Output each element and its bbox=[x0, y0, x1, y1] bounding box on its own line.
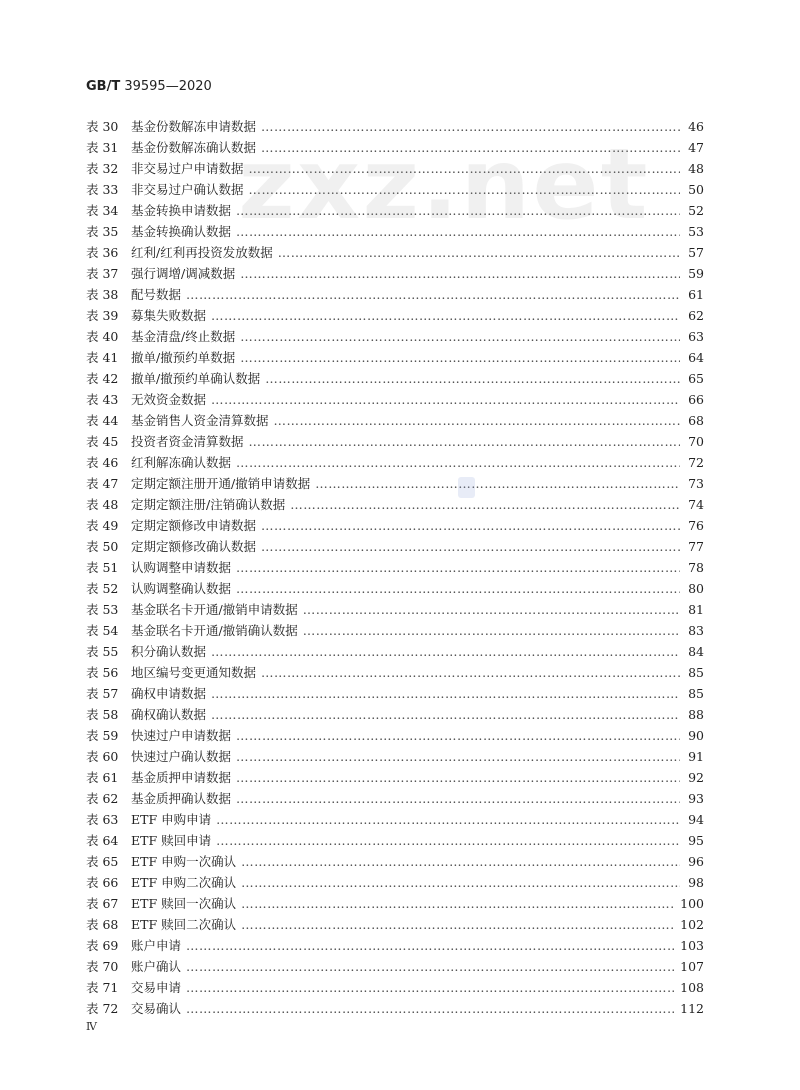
toc-page-number: 65 bbox=[688, 371, 704, 386]
toc-entry[interactable] bbox=[86, 872, 704, 893]
toc-table-number: 表 33 bbox=[86, 182, 119, 197]
toc-page-number: 70 bbox=[688, 434, 704, 449]
page-number: Ⅳ bbox=[86, 1020, 97, 1033]
toc-table-number: 表 64 bbox=[86, 833, 119, 848]
toc-table-title: ETF 赎回一次确认 bbox=[131, 896, 237, 911]
toc-leader-dots bbox=[249, 431, 680, 452]
toc-page-number: 80 bbox=[688, 581, 704, 596]
toc-page-number: 98 bbox=[688, 875, 704, 890]
toc-entry[interactable] bbox=[86, 851, 704, 872]
toc-page-number: 57 bbox=[688, 245, 704, 260]
toc-page-number: 47 bbox=[688, 140, 704, 155]
toc-table-number: 表 51 bbox=[86, 560, 119, 575]
toc-table-title: 投资者资金清算数据 bbox=[131, 434, 244, 449]
toc-page-number: 91 bbox=[688, 749, 704, 764]
toc-table-title: 撤单/撤预约单数据 bbox=[131, 350, 236, 365]
toc-entry[interactable] bbox=[86, 200, 704, 221]
toc-page-number: 88 bbox=[688, 707, 704, 722]
toc-leader-dots bbox=[236, 767, 680, 788]
toc-leader-dots bbox=[211, 389, 680, 410]
center-mark-icon bbox=[458, 477, 475, 498]
toc-table-number: 表 49 bbox=[86, 518, 119, 533]
toc-table-title: 撤单/撤预约单确认数据 bbox=[131, 371, 261, 386]
toc-leader-dots bbox=[303, 599, 680, 620]
toc-entry[interactable] bbox=[86, 242, 704, 263]
toc-table-number: 表 62 bbox=[86, 791, 119, 806]
toc-entry[interactable] bbox=[86, 599, 704, 620]
standard-number: 39595—2020 bbox=[124, 79, 212, 94]
toc-leader-dots bbox=[241, 914, 674, 935]
toc-table-number: 表 39 bbox=[86, 308, 119, 323]
toc-table-title: 基金转换确认数据 bbox=[131, 224, 232, 239]
toc-page-number: 81 bbox=[688, 602, 704, 617]
toc-table-title: 无效资金数据 bbox=[131, 392, 207, 407]
toc-leader-dots bbox=[261, 536, 680, 557]
toc-entry[interactable] bbox=[86, 536, 704, 557]
toc-entry[interactable] bbox=[86, 620, 704, 641]
toc-entry[interactable] bbox=[86, 410, 704, 431]
toc-entry[interactable] bbox=[86, 137, 704, 158]
toc-leader-dots bbox=[236, 557, 680, 578]
toc-table-title: 快速过户确认数据 bbox=[131, 749, 232, 764]
toc-leader-dots bbox=[290, 494, 680, 515]
toc-leader-dots bbox=[241, 872, 680, 893]
toc-entry[interactable] bbox=[86, 998, 704, 1019]
toc-page-number: 93 bbox=[688, 791, 704, 806]
toc-table-title: 地区编号变更通知数据 bbox=[131, 665, 257, 680]
toc-table-title: 红利解冻确认数据 bbox=[131, 455, 232, 470]
toc-table-number: 表 37 bbox=[86, 266, 119, 281]
toc-table-title: 定期定额注册/注销确认数据 bbox=[131, 497, 286, 512]
toc-table-title: 非交易过户申请数据 bbox=[131, 161, 244, 176]
toc-page-number: 74 bbox=[688, 497, 704, 512]
toc-table-title: 红利/红利再投资发放数据 bbox=[131, 245, 273, 260]
toc-entry[interactable] bbox=[86, 893, 704, 914]
toc-table-number: 表 60 bbox=[86, 749, 119, 764]
toc-table-number: 表 65 bbox=[86, 854, 119, 869]
toc-entry[interactable] bbox=[86, 914, 704, 935]
toc-leader-dots bbox=[274, 410, 680, 431]
toc-table-number: 表 55 bbox=[86, 644, 119, 659]
toc-table-number: 表 46 bbox=[86, 455, 119, 470]
toc-table-number: 表 61 bbox=[86, 770, 119, 785]
document-header bbox=[86, 79, 212, 94]
toc-page-number: 112 bbox=[680, 1001, 704, 1016]
toc-table-title: 定期定额修改申请数据 bbox=[131, 518, 257, 533]
toc-leader-dots bbox=[211, 641, 680, 662]
toc-table-number: 表 52 bbox=[86, 581, 119, 596]
toc-page-number: 95 bbox=[688, 833, 704, 848]
toc-table-number: 表 38 bbox=[86, 287, 119, 302]
toc-table-title: 账户申请 bbox=[131, 938, 182, 953]
toc-table-number: 表 34 bbox=[86, 203, 119, 218]
toc-table-title: 基金份数解冻申请数据 bbox=[131, 119, 257, 134]
toc-page-number: 92 bbox=[688, 770, 704, 785]
toc-entry[interactable] bbox=[86, 746, 704, 767]
toc-entry[interactable] bbox=[86, 305, 704, 326]
toc-table-title: 基金转换申请数据 bbox=[131, 203, 232, 218]
toc-page-number: 76 bbox=[688, 518, 704, 533]
toc-leader-dots bbox=[186, 977, 674, 998]
toc-leader-dots bbox=[211, 704, 680, 725]
toc-table-number: 表 31 bbox=[86, 140, 119, 155]
toc-leader-dots bbox=[261, 515, 680, 536]
toc-table-title: ETF 赎回二次确认 bbox=[131, 917, 237, 932]
toc-entry[interactable] bbox=[86, 368, 704, 389]
toc-table-title: 定期定额注册开通/撤销申请数据 bbox=[131, 476, 311, 491]
toc-table-number: 表 48 bbox=[86, 497, 119, 512]
toc-table-number: 表 70 bbox=[86, 959, 119, 974]
toc-page-number: 83 bbox=[688, 623, 704, 638]
toc-entry[interactable] bbox=[86, 704, 704, 725]
toc-page-number: 77 bbox=[688, 539, 704, 554]
toc-table-number: 表 30 bbox=[86, 119, 119, 134]
toc-page-number: 61 bbox=[688, 287, 704, 302]
toc-table-title: 基金质押申请数据 bbox=[131, 770, 232, 785]
toc-table-number: 表 35 bbox=[86, 224, 119, 239]
toc-leader-dots bbox=[211, 683, 680, 704]
toc-entry[interactable] bbox=[86, 725, 704, 746]
toc-page-number: 53 bbox=[688, 224, 704, 239]
toc-table-number: 表 71 bbox=[86, 980, 119, 995]
toc-page-number: 62 bbox=[688, 308, 704, 323]
toc-table-title: 快速过户申请数据 bbox=[131, 728, 232, 743]
toc-leader-dots bbox=[236, 452, 680, 473]
toc-leader-dots bbox=[241, 893, 674, 914]
standard-code: GB/T bbox=[86, 79, 121, 94]
toc-page-number: 78 bbox=[688, 560, 704, 575]
toc-page-number: 50 bbox=[688, 182, 704, 197]
toc-table-number: 表 50 bbox=[86, 539, 119, 554]
toc-leader-dots bbox=[241, 851, 680, 872]
toc-table-number: 表 44 bbox=[86, 413, 119, 428]
toc-entry[interactable] bbox=[86, 452, 704, 473]
toc-table-title: 基金销售人资金清算数据 bbox=[131, 413, 269, 428]
toc-page-number: 100 bbox=[680, 896, 704, 911]
toc-entry[interactable] bbox=[86, 494, 704, 515]
toc-entry[interactable] bbox=[86, 389, 704, 410]
toc-page-number: 107 bbox=[680, 959, 704, 974]
toc-entry[interactable] bbox=[86, 977, 704, 998]
toc-table-number: 表 36 bbox=[86, 245, 119, 260]
toc-table-title: ETF 申购申请 bbox=[131, 812, 212, 827]
toc-leader-dots bbox=[186, 284, 680, 305]
toc-leader-dots bbox=[240, 347, 680, 368]
toc-leader-dots bbox=[236, 578, 680, 599]
toc-leader-dots bbox=[303, 620, 680, 641]
toc-table-number: 表 58 bbox=[86, 707, 119, 722]
toc-page-number: 96 bbox=[688, 854, 704, 869]
toc-entry[interactable] bbox=[86, 935, 704, 956]
toc-page-number: 48 bbox=[688, 161, 704, 176]
toc-entry[interactable] bbox=[86, 221, 704, 242]
toc-table-number: 表 59 bbox=[86, 728, 119, 743]
toc-table-title: 基金清盘/终止数据 bbox=[131, 329, 236, 344]
toc-entry[interactable] bbox=[86, 284, 704, 305]
toc-table-number: 表 41 bbox=[86, 350, 119, 365]
toc-leader-dots bbox=[216, 809, 680, 830]
toc-leader-dots bbox=[236, 788, 680, 809]
toc-table-number: 表 68 bbox=[86, 917, 119, 932]
toc-page-number: 68 bbox=[688, 413, 704, 428]
toc-table-number: 表 72 bbox=[86, 1001, 119, 1016]
toc-table-number: 表 69 bbox=[86, 938, 119, 953]
toc-entry[interactable] bbox=[86, 683, 704, 704]
toc-table-number: 表 32 bbox=[86, 161, 119, 176]
toc-leader-dots bbox=[236, 221, 680, 242]
toc-leader-dots bbox=[278, 242, 680, 263]
toc-page-number: 66 bbox=[688, 392, 704, 407]
toc-entry[interactable] bbox=[86, 767, 704, 788]
toc-table-number: 表 57 bbox=[86, 686, 119, 701]
toc-entry[interactable] bbox=[86, 788, 704, 809]
toc-leader-dots bbox=[240, 326, 680, 347]
toc-table-title: 非交易过户确认数据 bbox=[131, 182, 244, 197]
toc-entry[interactable] bbox=[86, 641, 704, 662]
toc-page-number: 59 bbox=[688, 266, 704, 281]
toc-page-number: 73 bbox=[688, 476, 704, 491]
toc-table-title: 募集失败数据 bbox=[131, 308, 207, 323]
toc-entry[interactable] bbox=[86, 662, 704, 683]
toc-table-number: 表 40 bbox=[86, 329, 119, 344]
toc-table-title: 交易确认 bbox=[131, 1001, 182, 1016]
toc-leader-dots bbox=[236, 200, 680, 221]
toc-table-number: 表 67 bbox=[86, 896, 119, 911]
toc-entry[interactable] bbox=[86, 431, 704, 452]
toc-entry[interactable] bbox=[86, 956, 704, 977]
toc-table-number: 表 43 bbox=[86, 392, 119, 407]
toc-leader-dots bbox=[216, 830, 680, 851]
table-of-contents bbox=[86, 116, 704, 1019]
toc-entry[interactable] bbox=[86, 116, 704, 137]
toc-entry[interactable] bbox=[86, 809, 704, 830]
toc-entry[interactable] bbox=[86, 179, 704, 200]
toc-leader-dots bbox=[265, 368, 680, 389]
toc-page-number: 63 bbox=[688, 329, 704, 344]
toc-table-title: 积分确认数据 bbox=[131, 644, 207, 659]
toc-table-number: 表 63 bbox=[86, 812, 119, 827]
toc-leader-dots bbox=[236, 746, 680, 767]
toc-entry[interactable] bbox=[86, 326, 704, 347]
toc-page-number: 102 bbox=[680, 917, 704, 932]
toc-leader-dots bbox=[249, 158, 680, 179]
toc-leader-dots bbox=[236, 725, 680, 746]
toc-page-number: 85 bbox=[688, 686, 704, 701]
toc-entry[interactable] bbox=[86, 263, 704, 284]
toc-entry[interactable] bbox=[86, 830, 704, 851]
toc-page-number: 52 bbox=[688, 203, 704, 218]
toc-page-number: 90 bbox=[688, 728, 704, 743]
toc-entry[interactable] bbox=[86, 473, 704, 494]
toc-page-number: 108 bbox=[680, 980, 704, 995]
watermark: zxz.net bbox=[238, 128, 650, 242]
toc-leader-dots bbox=[261, 662, 680, 683]
toc-leader-dots bbox=[249, 179, 680, 200]
toc-table-number: 表 54 bbox=[86, 623, 119, 638]
toc-table-title: 确权确认数据 bbox=[131, 707, 207, 722]
toc-page-number: 64 bbox=[688, 350, 704, 365]
toc-leader-dots bbox=[186, 998, 674, 1019]
toc-page-number: 46 bbox=[688, 119, 704, 134]
toc-leader-dots bbox=[186, 935, 674, 956]
toc-table-title: 基金份数解冻确认数据 bbox=[131, 140, 257, 155]
toc-entry[interactable] bbox=[86, 515, 704, 536]
toc-page-number: 94 bbox=[688, 812, 704, 827]
toc-leader-dots bbox=[240, 263, 680, 284]
toc-leader-dots bbox=[261, 137, 680, 158]
toc-leader-dots bbox=[211, 305, 680, 326]
toc-table-number: 表 66 bbox=[86, 875, 119, 890]
toc-table-number: 表 56 bbox=[86, 665, 119, 680]
toc-table-title: 定期定额修改确认数据 bbox=[131, 539, 257, 554]
toc-table-title: ETF 申购一次确认 bbox=[131, 854, 237, 869]
toc-leader-dots bbox=[186, 956, 674, 977]
toc-leader-dots bbox=[315, 473, 680, 494]
toc-table-title: 账户确认 bbox=[131, 959, 182, 974]
toc-table-title: 确权申请数据 bbox=[131, 686, 207, 701]
toc-page-number: 72 bbox=[688, 455, 704, 470]
toc-table-title: 认购调整确认数据 bbox=[131, 581, 232, 596]
toc-table-number: 表 45 bbox=[86, 434, 119, 449]
toc-leader-dots bbox=[261, 116, 680, 137]
toc-page-number: 85 bbox=[688, 665, 704, 680]
toc-page-number: 84 bbox=[688, 644, 704, 659]
toc-table-number: 表 42 bbox=[86, 371, 119, 386]
toc-entry[interactable] bbox=[86, 347, 704, 368]
toc-page-number: 103 bbox=[680, 938, 704, 953]
toc-table-number: 表 53 bbox=[86, 602, 119, 617]
toc-table-title: 基金联名卡开通/撤销申请数据 bbox=[131, 602, 298, 617]
toc-entry[interactable] bbox=[86, 158, 704, 179]
toc-table-title: 基金质押确认数据 bbox=[131, 791, 232, 806]
toc-table-title: 认购调整申请数据 bbox=[131, 560, 232, 575]
toc-table-title: ETF 申购二次确认 bbox=[131, 875, 237, 890]
toc-table-title: 强行调增/调减数据 bbox=[131, 266, 236, 281]
toc-table-title: 配号数据 bbox=[131, 287, 182, 302]
toc-entry[interactable] bbox=[86, 557, 704, 578]
toc-entry[interactable] bbox=[86, 578, 704, 599]
toc-table-title: 交易申请 bbox=[131, 980, 182, 995]
toc-table-title: 基金联名卡开通/撤销确认数据 bbox=[131, 623, 298, 638]
toc-table-number: 表 47 bbox=[86, 476, 119, 491]
toc-table-title: ETF 赎回申请 bbox=[131, 833, 212, 848]
